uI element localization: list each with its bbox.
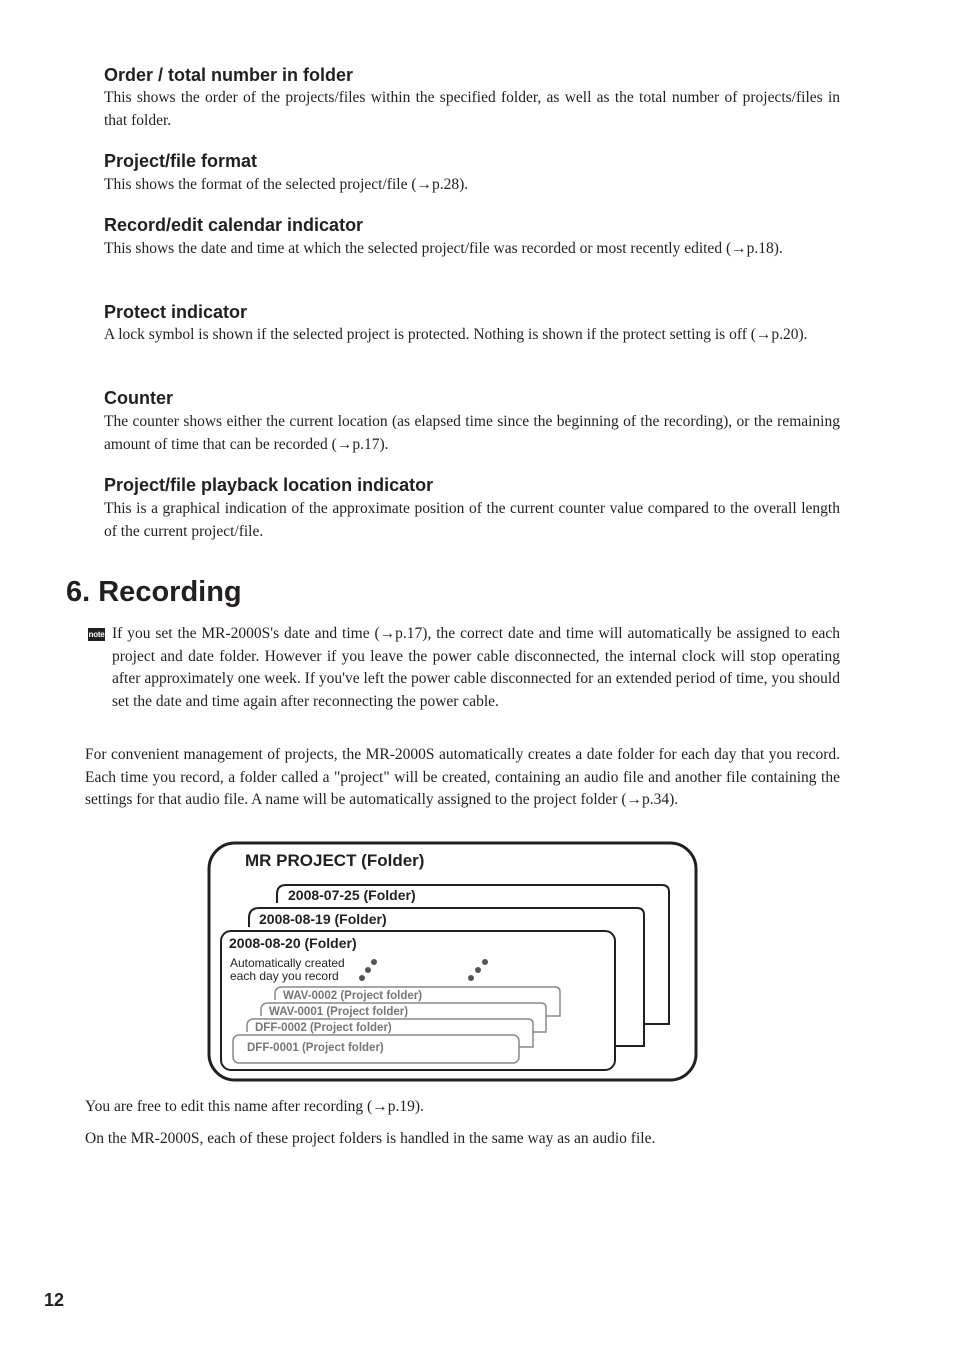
section-heading-protect: Protect indicator [104,302,248,322]
ellipsis-dot [371,959,377,965]
folder-diagram [205,840,701,1085]
project-folder-label-dff0002: DFF-0002 (Project folder) [255,1022,392,1034]
chapter-title: 6. Recording [66,576,242,608]
section-heading-format: Project/file format [104,151,258,171]
note-icon: note [88,630,105,639]
section-text-format: This shows the format of the selected project/file (→p.28). [104,176,469,193]
section-heading-order: Order / total number in folder [104,65,354,85]
date-folder-label-0820: 2008-08-20 (Folder) [229,935,357,951]
ellipsis-dot [475,967,481,973]
section-text-order: This shows the order of the projects/files within the specified folder, as well as the total number of projects/files in that folder. [104,89,840,129]
ellipsis-dot [482,959,488,965]
section-heading-calendar: Record/edit calendar indicator [104,215,364,235]
page-number: 12 [44,1290,65,1310]
project-folder-label-wav0002: WAV-0002 (Project folder) [283,990,423,1002]
date-folder-label-0819: 2008-08-19 (Folder) [259,911,387,927]
annotation-line-1: Automatically created [230,956,345,970]
section-text-protect: A lock symbol is shown if the selected project is protected. Nothing is shown if the protect setting is off (→p.20). [104,326,808,343]
note-text: If you set the MR-2000S's date and time (→p.17), the correct date and time will automatically be assigned to each project and date folder. However if you leave the power cable disconnected, the internal clock will stop operating after approximately one week. If you've left the power cable disconnected for an extended period of time, you should set the date and time again after reconnecting the power cable. [112,625,840,710]
intro-paragraph: For convenient management of projects, the MR-2000S automatically creates a date folder for each day that you record. Each time you record, a folder called a "project" will be created, containing an audio file and another file containing the settings for that audio file. A name will be automatically assigned to the project folder (→p.34). [85,746,840,809]
ellipsis-dot [359,975,365,981]
section-heading-counter: Counter [104,388,173,408]
ellipsis-dot [365,967,371,973]
section-text-playback: This is a graphical indication of the approximate position of the current counter value compared to the overall length of the current project/file. [104,500,840,540]
section-heading-playback: Project/file playback location indicator [104,475,434,495]
root-folder-label: MR PROJECT (Folder) [245,851,425,870]
after-paragraph-edit: You are free to edit this name after recording (→p.19). [85,1098,424,1115]
after-paragraph-handled: On the MR-2000S, each of these project folders is handled in the same way as an audio file. [85,1130,656,1147]
project-folder-label-dff0001: DFF-0001 (Project folder) [247,1042,384,1054]
project-folder-label-wav0001: WAV-0001 (Project folder) [269,1006,409,1018]
annotation-line-2: each day you record [230,969,339,983]
date-folder-label-0725: 2008-07-25 (Folder) [288,887,416,903]
section-text-calendar: This shows the date and time at which the selected project/file was recorded or most recently edited (→p.18). [104,240,783,257]
section-text-counter: The counter shows either the current location (as elapsed time since the beginning of the recording), or the remaining amount of time that can be recorded (→p.17). [104,413,840,453]
ellipsis-dot [468,975,474,981]
